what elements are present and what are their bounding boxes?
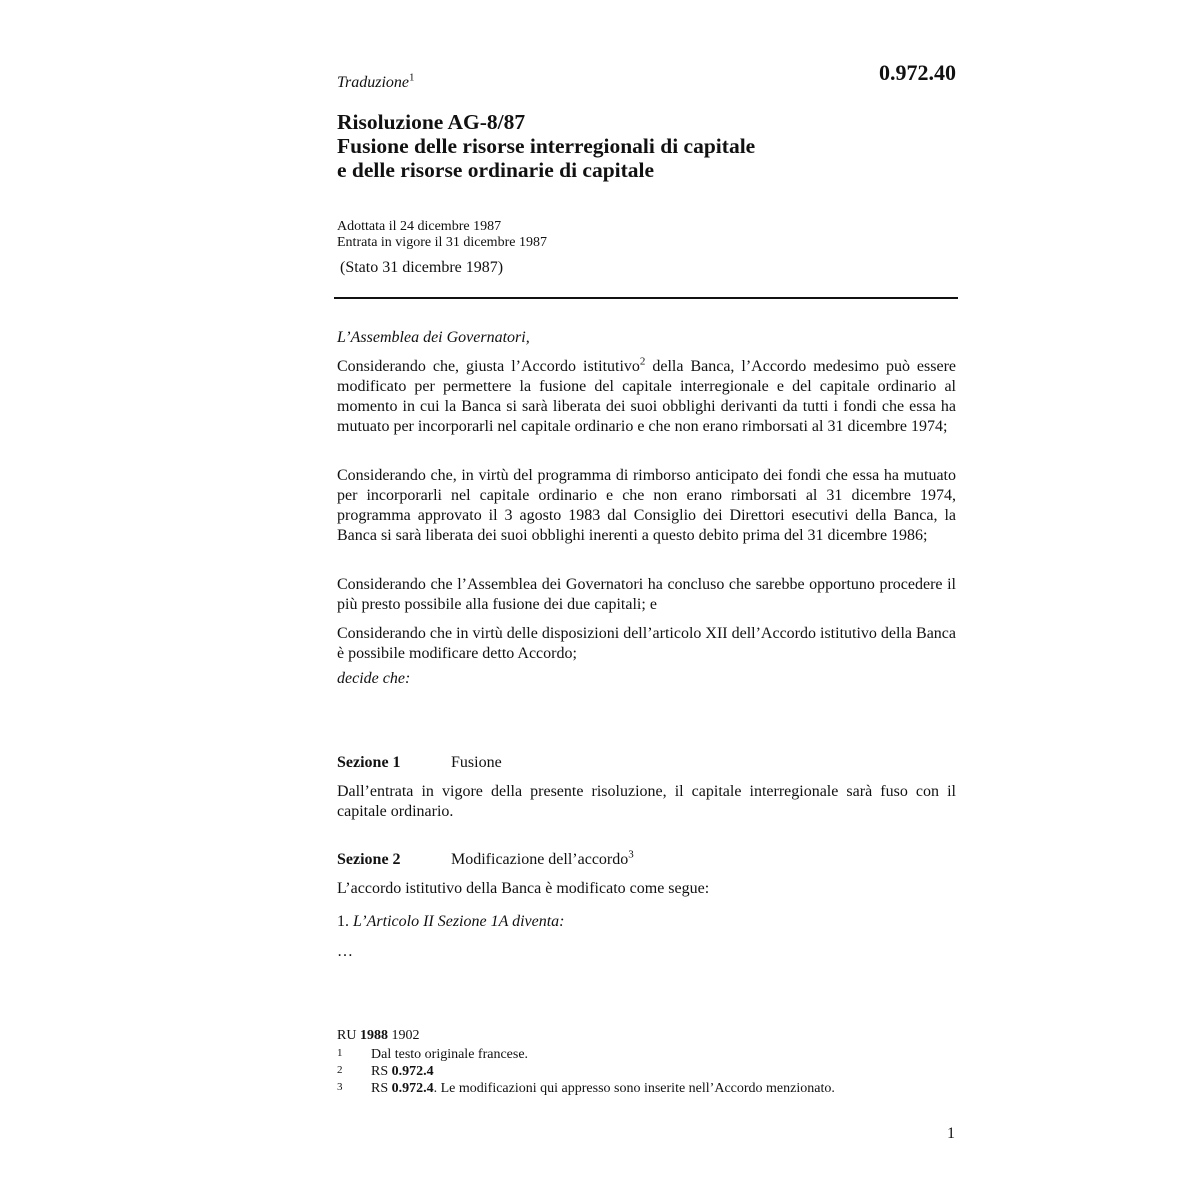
title-line-3: e delle risorse ordinarie di capitale [337, 158, 655, 182]
section-2-item-number: 1. [337, 913, 349, 930]
in-force-date: Entrata in vigore il 31 dicembre 1987 [337, 235, 547, 250]
section-1-number: Sezione 1 [337, 754, 401, 771]
section-2-item-text: L’Articolo II Sezione 1A diventa: [353, 913, 565, 930]
section-1-text: Dall’entrata in vigore della presente risoluzione, il capitale interregionale sarà fuso con il capitale ordinario. [337, 783, 956, 820]
section-2-heading [337, 848, 634, 869]
section-2-number: Sezione 2 [337, 851, 401, 868]
section-2-title: Modificazione dell’accordo [451, 851, 629, 868]
footnote-3-ref[interactable]: 0.972.4 [391, 1081, 434, 1096]
footnote-ref-3[interactable]: 3 [628, 848, 634, 861]
section-2-text: L’accordo istitutivo della Banca è modificato come segue: [337, 880, 710, 897]
preamble-p1-start: Considerando che, giusta l’Accordo istitutivo [337, 358, 640, 375]
translation-label [337, 71, 415, 92]
ru-prefix: RU [337, 1028, 357, 1043]
translation-text: Traduzione [337, 74, 410, 91]
preamble-intro: L’Assemblea dei Governatori, [337, 329, 530, 346]
omission-ellipsis: … [337, 943, 353, 960]
footnote-3 [337, 1081, 835, 1096]
preamble-paragraph-3: Considerando che l’Assemblea dei Governatori ha concluso che sarebbe opportuno procedere il più presto possibile alla fusione dei due capitali; e [337, 576, 956, 613]
ru-year: 1988 [359, 1028, 388, 1043]
footnote-1 [337, 1047, 528, 1062]
footnote-ref-2[interactable]: 2 [639, 355, 646, 368]
page-number: 1 [947, 1125, 955, 1142]
adoption-info [337, 219, 547, 251]
ru-page: 1902 [391, 1028, 420, 1043]
document-title [337, 110, 957, 182]
title-line-1: Risoluzione AG-8/87 [337, 110, 526, 134]
preamble-paragraph-2: Considerando che, in virtù del programma di rimborso anticipato dei fondi che essa ha mutuato per incorporarli nel capitale ordinario e che non erano rimborsati al 31 dicembre 1974, programma approvato il 3 agosto 1983 dal Consiglio dei Direttori esecutivi della Banca, la Banca si sarà liberata dei suoi obblighi inerenti a questo debito prima del 31 dicembre 1986; [337, 467, 956, 544]
footnote-1-text: Dal testo originale francese. [371, 1047, 529, 1062]
document-number: 0.972.40 [879, 60, 956, 85]
section-1-title: Fusione [451, 754, 502, 771]
footnote-2 [337, 1064, 434, 1079]
preamble-paragraph-4: Considerando che in virtù delle disposizioni dell’articolo XII dell’Accordo istitutivo della Banca è possibile modificare detto Accordo; [337, 625, 956, 662]
footnote-2-prefix: RS [371, 1064, 389, 1079]
ru-reference [337, 1028, 419, 1044]
footnote-2-mark: 2 [337, 1064, 343, 1076]
decision-intro: decide che: [337, 670, 411, 687]
header-divider [334, 297, 958, 299]
status-date: (Stato 31 dicembre 1987) [340, 259, 504, 276]
title-line-2: Fusione delle risorse interregionali di capitale [337, 134, 756, 158]
footnote-1-mark: 1 [337, 1047, 343, 1059]
footnote-3-prefix: RS [371, 1081, 389, 1096]
preamble-p1-rest: della Banca, l’Accordo medesimo può essere modificato per permettere la fusione del capitale interregionale e del capitale ordinario al momento in cui la Banca si sarà liberata dei suoi obblighi derivanti da tutti i fondi che essa ha mutuato per incorporarli nel capitale ordinario e che non erano rimborsati al 31 dicembre 1974; [337, 358, 956, 435]
footnote-3-mark: 3 [337, 1081, 343, 1093]
footnote-2-ref[interactable]: 0.972.4 [391, 1064, 434, 1079]
footnote-3-text: . Le modificazioni qui appresso sono inserite nell’Accordo menzionato. [433, 1081, 835, 1096]
preamble-paragraph-1 [337, 357, 956, 437]
adopted-date: Adottata il 24 dicembre 1987 [337, 219, 502, 234]
section-1-heading [337, 754, 502, 772]
section-2-item [337, 912, 956, 932]
footnote-ref-1[interactable]: 1 [409, 71, 415, 84]
